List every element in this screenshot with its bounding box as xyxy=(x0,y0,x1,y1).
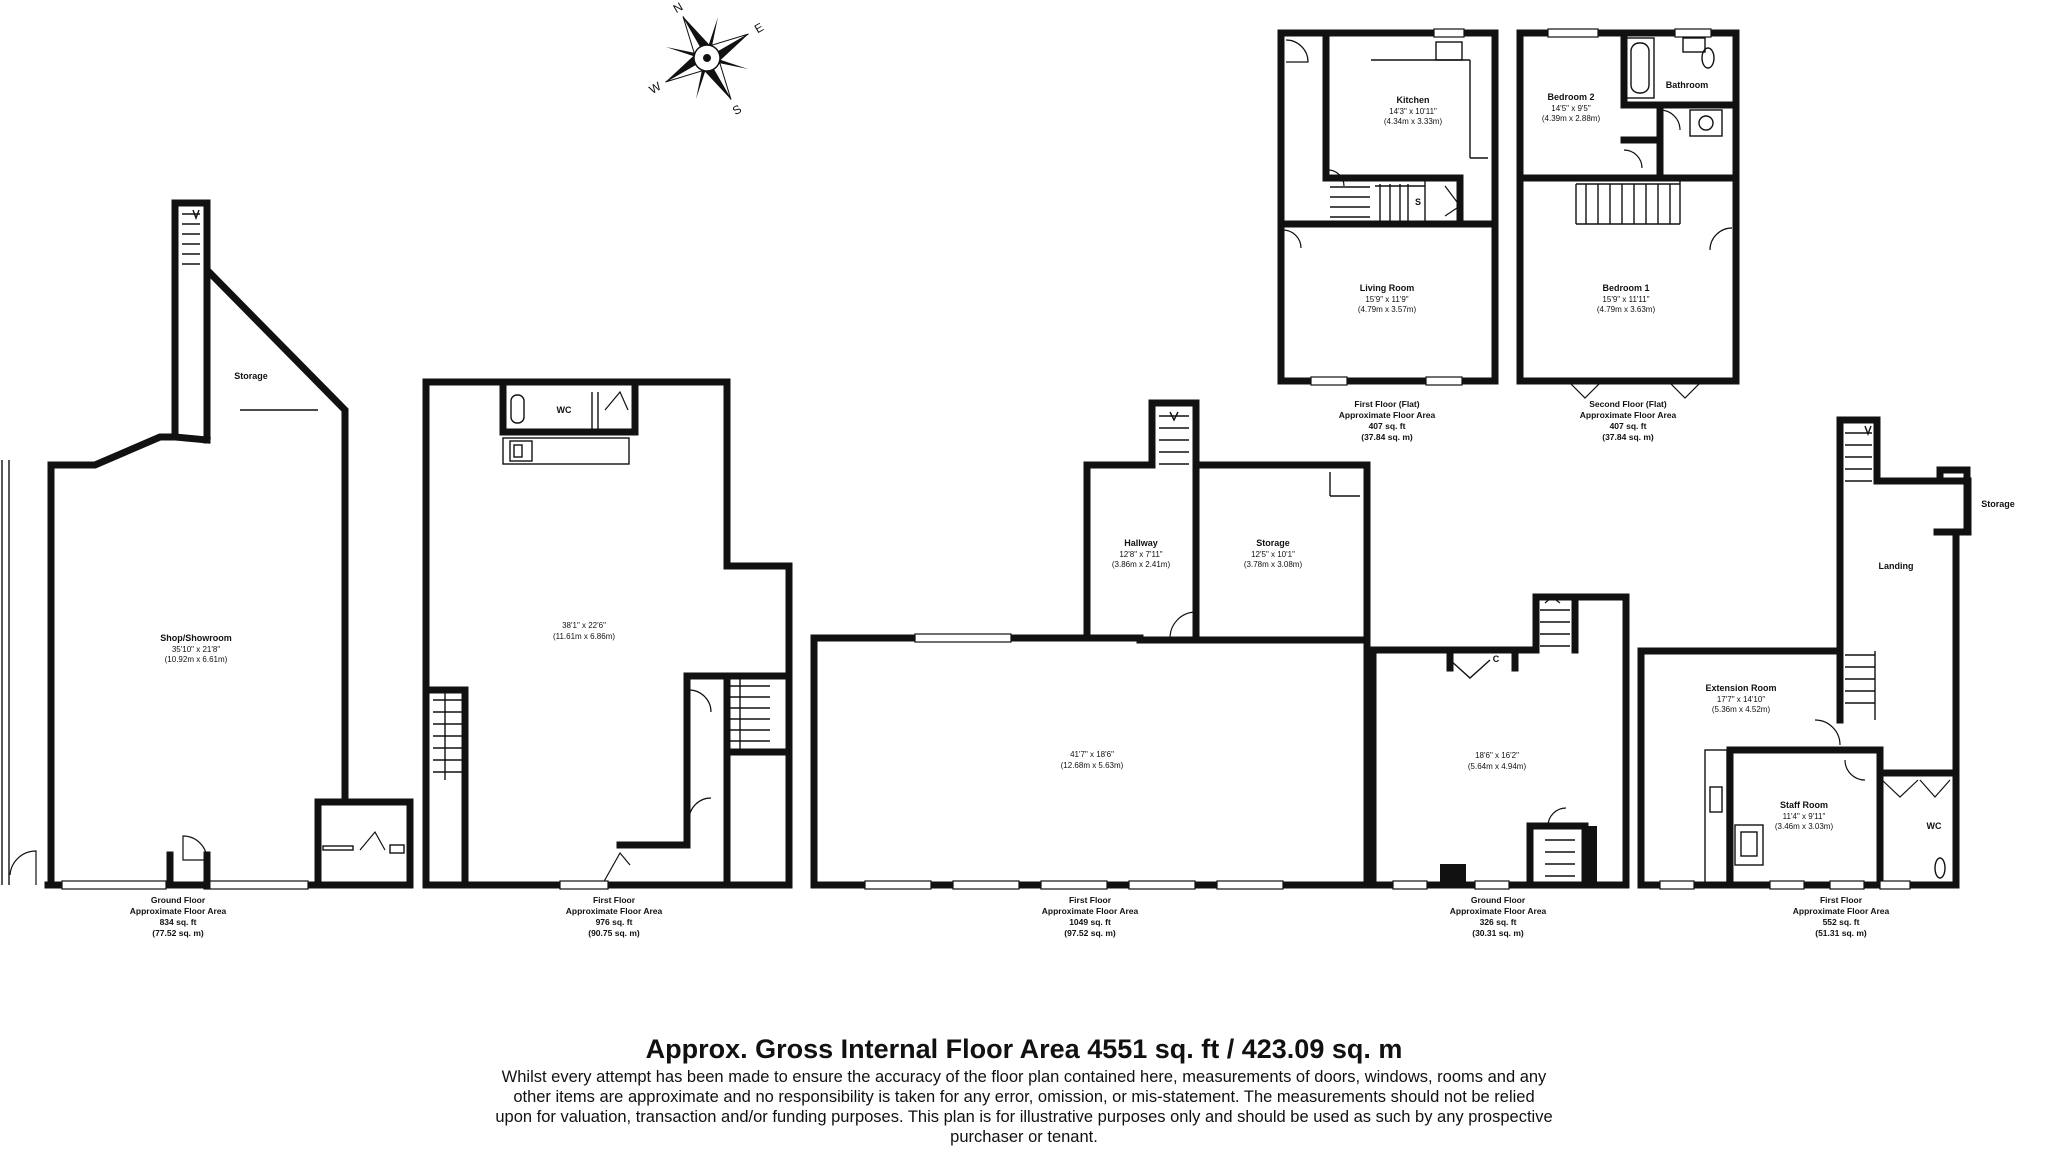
room-shop-showroom-dim-metric: (10.92m x 6.61m) xyxy=(164,655,228,664)
plan7-caption xyxy=(1580,399,1677,442)
plan4-caption xyxy=(1450,895,1547,938)
svg-text:(77.52 sq. m): (77.52 sq. m) xyxy=(152,928,204,938)
svg-text:(90.75 sq. m): (90.75 sq. m) xyxy=(588,928,640,938)
svg-text:Approximate Floor Area: Approximate Floor Area xyxy=(1792,906,1890,916)
svg-text:Approximate Floor Area: Approximate Floor Area xyxy=(129,906,227,916)
room-main-b-dim-imperial: 18'6" x 16'2" xyxy=(1475,751,1519,760)
room-hallway-dim-imperial: 12'8" x 7'11" xyxy=(1119,550,1163,559)
room-bedroom2-dim-metric: (4.39m x 2.88m) xyxy=(1541,114,1601,123)
room-main-dim-metric: (11.61m x 6.86m) xyxy=(552,632,616,641)
room-bathroom-label: Bathroom xyxy=(1665,80,1709,90)
svg-text:(37.84 sq. m): (37.84 sq. m) xyxy=(1602,432,1654,442)
svg-text:First Floor: First Floor xyxy=(592,895,636,905)
room-staff-room-dim-metric: (3.46m x 3.03m) xyxy=(1774,822,1834,831)
svg-text:First Floor: First Floor xyxy=(1819,895,1863,905)
plan-ground-floor-shop xyxy=(2,203,410,938)
svg-text:Approximate Floor Area: Approximate Floor Area xyxy=(1041,906,1139,916)
plan3-caption xyxy=(1042,895,1139,938)
plan-first-floor-flat xyxy=(1281,29,1495,442)
svg-text:976 sq. ft: 976 sq. ft xyxy=(595,917,633,927)
plan-first-floor-a xyxy=(426,382,789,938)
svg-text:Approximate Floor Area: Approximate Floor Area xyxy=(1338,410,1436,420)
room-shop-showroom-dim-imperial: 35'10" x 21'8" xyxy=(171,645,221,654)
room-storage-label-3: Storage xyxy=(1981,499,2015,509)
svg-text:552 sq. ft: 552 sq. ft xyxy=(1822,917,1860,927)
svg-text:(37.84 sq. m): (37.84 sq. m) xyxy=(1361,432,1413,442)
svg-text:Ground Floor: Ground Floor xyxy=(150,895,206,905)
svg-text:1049 sq. ft: 1049 sq. ft xyxy=(1069,917,1111,927)
room-bedroom1-label: Bedroom 1 xyxy=(1602,283,1650,293)
room-cupboard-label: C xyxy=(1492,654,1500,664)
room-kitchen-dim-metric: (4.34m x 3.33m) xyxy=(1383,117,1443,126)
svg-text:(51.31 sq. m): (51.31 sq. m) xyxy=(1815,928,1867,938)
room-bedroom1-dim-metric: (4.79m x 3.63m) xyxy=(1596,305,1656,314)
room-living-room-label: Living Room xyxy=(1359,283,1415,293)
plan-second-floor-flat xyxy=(1520,29,1736,442)
room-main-b-dim-metric: (5.64m x 4.94m) xyxy=(1467,762,1527,771)
room-bedroom2-label: Bedroom 2 xyxy=(1547,92,1595,102)
room-living-room-dim-imperial: 15'9" x 11'9" xyxy=(1365,295,1409,304)
room-shop-showroom-label: Shop/Showroom xyxy=(160,633,232,643)
svg-text:407 sq. ft: 407 sq. ft xyxy=(1368,421,1406,431)
room-storage-label-2: Storage xyxy=(1256,538,1290,548)
room-kitchen-label: Kitchen xyxy=(1396,95,1430,105)
plan-first-floor-b xyxy=(814,403,1367,938)
room-living-room-dim-metric: (4.79m x 3.57m) xyxy=(1357,305,1417,314)
compass-east: E xyxy=(751,19,766,37)
footer xyxy=(0,1033,2048,1147)
room-wc-label-2: WC xyxy=(1926,821,1942,831)
compass-rose xyxy=(618,0,796,149)
room-storage-dim-imperial: 12'5" x 10'1" xyxy=(1251,550,1295,559)
svg-text:Ground Floor: Ground Floor xyxy=(1470,895,1526,905)
svg-text:407 sq. ft: 407 sq. ft xyxy=(1609,421,1647,431)
room-bedroom2-dim-imperial: 14'5" x 9'5" xyxy=(1551,104,1591,113)
room-storage-dim-metric: (3.78m x 3.08m) xyxy=(1243,560,1303,569)
room-storage-label: Storage xyxy=(234,371,268,381)
compass-north: N xyxy=(670,0,686,17)
room-extension-dim-imperial: 17'7" x 14'10" xyxy=(1716,695,1766,704)
svg-text:Approximate Floor Area: Approximate Floor Area xyxy=(1579,410,1677,420)
plan2-caption xyxy=(566,895,663,938)
room-bedroom1-dim-imperial: 15'9" x 11'11" xyxy=(1602,295,1650,304)
disclaimer-text: Whilst every attempt has been made to ensure the accuracy of the floor plan contained here, measurements of doors, windows, rooms and any other items are approximate and no responsibility is taken for any error, omission, or mis-statement. The measurements should not be relied upon for valuation, transaction and/or funding purposes. This plan is for illustrative purposes only and should be used as such by any prospective purchaser or tenant. xyxy=(495,1068,1553,1146)
room-open-plan-dim-metric: (12.68m x 5.63m) xyxy=(1060,761,1124,770)
room-wc-label: WC xyxy=(556,405,572,415)
compass-west: W xyxy=(646,79,664,97)
plan5-caption xyxy=(1793,895,1890,938)
room-hallway-label: Hallway xyxy=(1124,538,1158,548)
total-floor-area: Approx. Gross Internal Floor Area 4551 sq. ft / 423.09 sq. m xyxy=(645,1034,1403,1064)
svg-text:326 sq. ft: 326 sq. ft xyxy=(1479,917,1517,927)
svg-text:834 sq. ft: 834 sq. ft xyxy=(159,917,197,927)
room-s-label: S xyxy=(1414,197,1422,207)
svg-text:(97.52 sq. m): (97.52 sq. m) xyxy=(1064,928,1116,938)
svg-text:Approximate Floor Area: Approximate Floor Area xyxy=(565,906,663,916)
room-landing-label: Landing xyxy=(1878,561,1914,571)
room-extension-label: Extension Room xyxy=(1705,683,1777,693)
svg-text:First Floor (Flat): First Floor (Flat) xyxy=(1354,399,1420,409)
plan1-caption xyxy=(130,895,227,938)
svg-text:First Floor: First Floor xyxy=(1068,895,1112,905)
room-open-plan-dim-imperial: 41'7" x 18'6" xyxy=(1070,750,1114,759)
room-extension-dim-metric: (5.36m x 4.52m) xyxy=(1711,705,1771,714)
svg-text:Approximate Floor Area: Approximate Floor Area xyxy=(1449,906,1547,916)
plan6-caption xyxy=(1339,399,1436,442)
plan-ground-floor-b xyxy=(1373,597,1626,938)
svg-text:(30.31 sq. m): (30.31 sq. m) xyxy=(1472,928,1524,938)
room-staff-room-dim-imperial: 11'4" x 9'11" xyxy=(1782,812,1826,821)
compass-south: S xyxy=(730,101,744,119)
svg-text:Second Floor (Flat): Second Floor (Flat) xyxy=(1589,399,1667,409)
room-hallway-dim-metric: (3.86m x 2.41m) xyxy=(1111,560,1171,569)
room-staff-room-label: Staff Room xyxy=(1780,800,1828,810)
plan-first-floor-c xyxy=(1641,420,2015,938)
room-kitchen-dim-imperial: 14'3" x 10'11" xyxy=(1389,107,1437,116)
room-main-dim-imperial: 38'1" x 22'6" xyxy=(562,621,606,630)
